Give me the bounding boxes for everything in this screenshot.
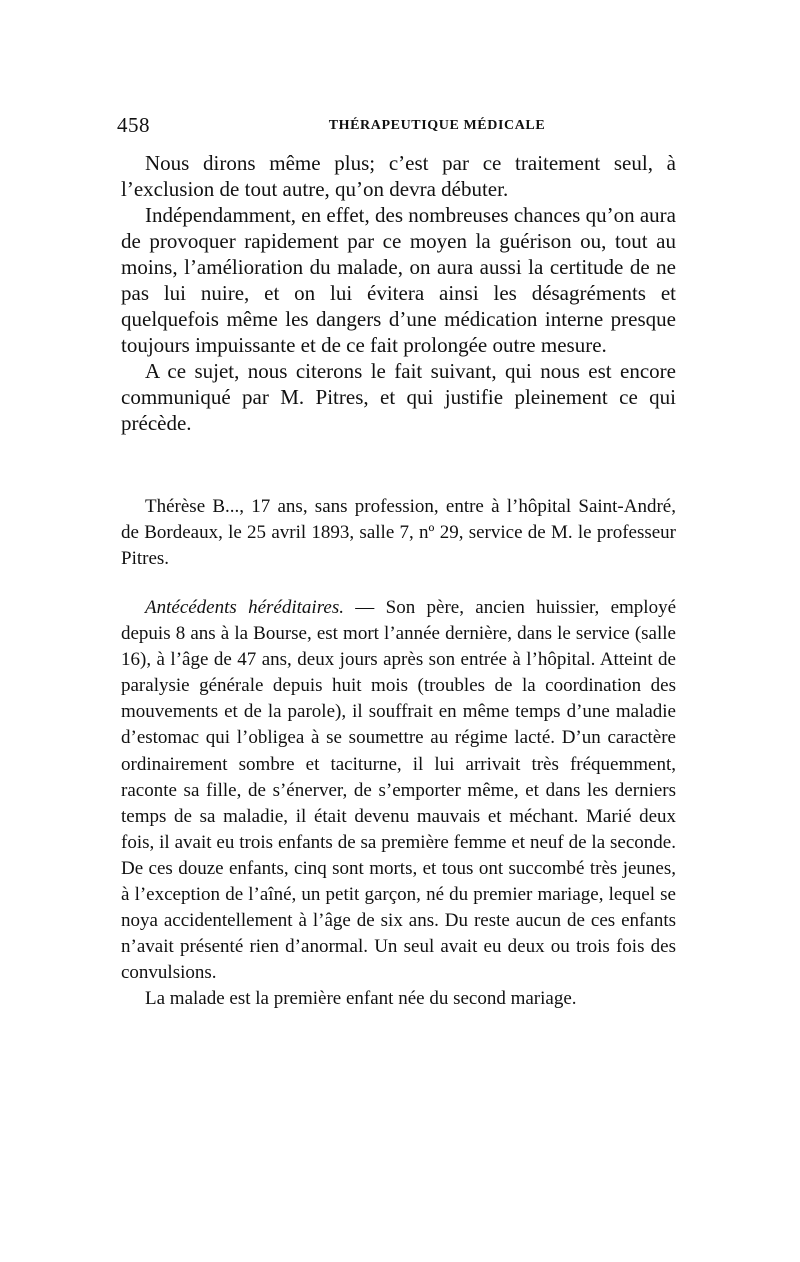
case-intro bbox=[121, 494, 676, 572]
hereditary-history-paragraph bbox=[121, 595, 676, 986]
main-text bbox=[121, 150, 676, 436]
paragraph: A ce sujet, nous citerons le fait suivant, qui nous est encore communiqué par M. Pitres, et qui justifie pleinement ce qui précède. bbox=[121, 359, 676, 435]
section-heading: Antécédents héréditaires. bbox=[145, 597, 344, 618]
paragraph: Nous dirons même plus; c’est par ce traitement seul, à l’exclusion de tout autre, qu’on devra débuter. bbox=[121, 151, 676, 201]
case-history bbox=[121, 595, 676, 1013]
running-head: THÉRAPEUTIQUE MÉDICALE bbox=[328, 118, 546, 133]
case-intro-text: Thérèse B..., 17 ans, sans profession, entre à l’hôpital Saint-André, de Bordeaux, le 25 avril 1893, salle 7, nº 29, service de M. le professeur Pitres. bbox=[121, 496, 676, 570]
page-number: 458 bbox=[117, 113, 150, 137]
last-paragraph: La malade est la première enfant née du second mariage. bbox=[145, 988, 577, 1010]
paragraph: Indépendamment, en effet, des nombreuses chances qu’on aura de provoquer rapidement par ce moyen la guérison ou, tout au moins, l’amélioration du malade, on aura aussi la certitude de ne pas lui nuire, et on lui évitera ainsi les désagréments et quelquefois même les dangers d’une médication interne presque toujours impuissante et de ce fait prolongée outre mesure. bbox=[121, 203, 676, 357]
hereditary-history-text: — Son père, ancien huissier, employé depuis 8 ans à la Bourse, est mort l’année dernière, dans le service (salle 16), à l’âge de 47 ans, deux jours après son entrée à l’hôpital. Atteint de paralysie générale depuis huit mois (troubles de la coordination des mouvements et de la parole), il souffrait en même temps d’une maladie d’estomac qui l’obligea à se soumettre au régime lacté. D’un caractère ordinairement sombre et taciturne, il lui arrivait très fréquemment, raconte sa fille, de s’énerver, de s’emporter même, et dans les derniers temps de sa maladie, il était devenu mauvais et méchant. Marié deux fois, il avait eu trois enfants de sa première femme et neuf de la seconde. De ces douze enfants, cinq sont morts, et tous ont succombé très jeunes, à l’exception de l’aîné, un petit garçon, né du premier mariage, lequel se noya accidentellement à l’âge de six ans. Du reste aucun de ces enfants n’avait présenté rien d’anormal. Un seul avait eu deux ou trois fois des convulsions. bbox=[121, 597, 677, 984]
page-header bbox=[117, 113, 677, 141]
